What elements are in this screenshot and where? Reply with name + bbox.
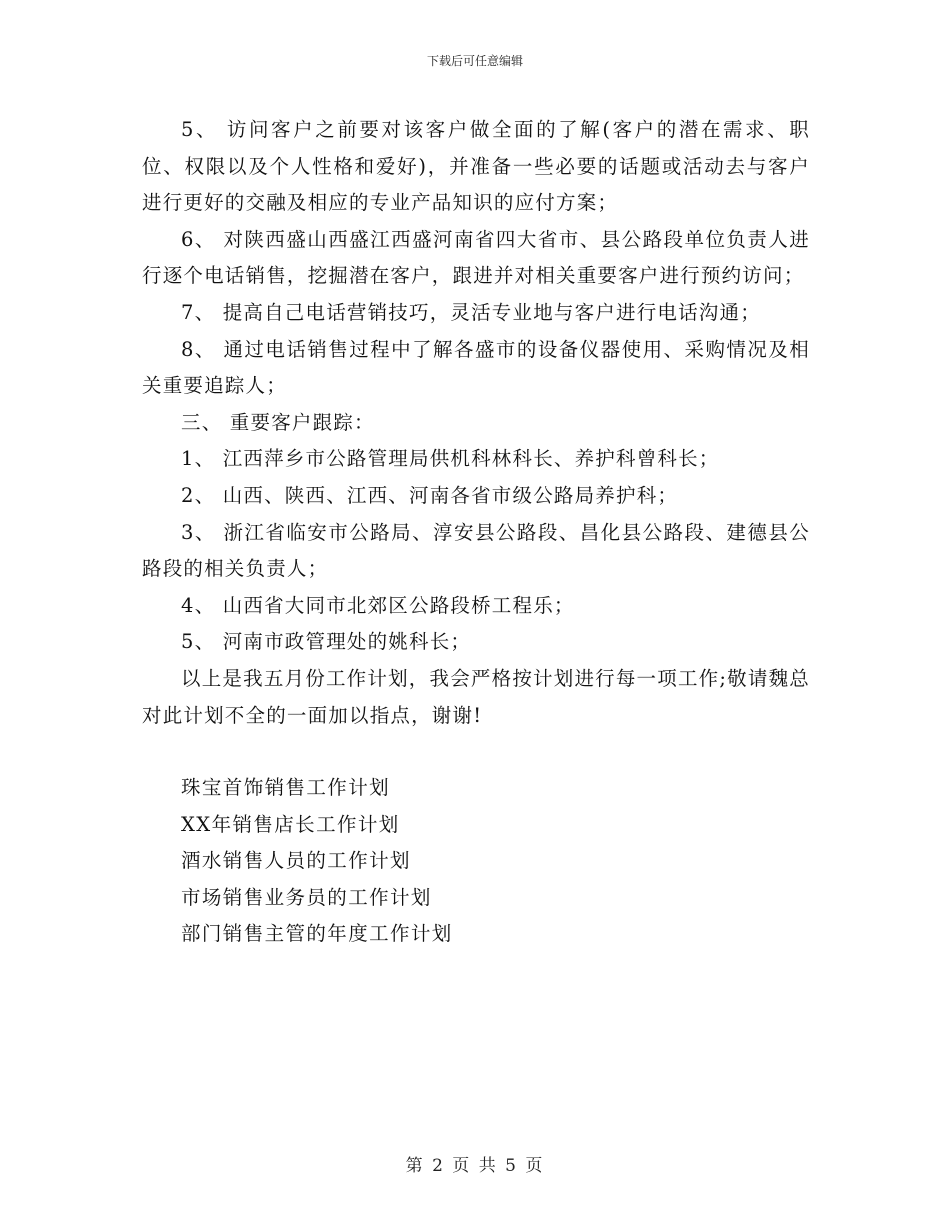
client-item-1: 1、 江西萍乡市公路管理局供机科林科长、养护科曾科长；: [181, 447, 720, 471]
client-item-2: 2、 山西、陕西、江西、河南各省市级公路局养护科；: [181, 483, 679, 507]
related-link-item[interactable]: 部门销售主管的年度工作计划: [181, 922, 453, 946]
related-link-item[interactable]: 市场销售业务员的工作计划: [181, 885, 432, 909]
page-number-footer: 第 2 页 共 5 页: [405, 1156, 545, 1176]
client-item-4: 4、 山西省大同市北郊区公路段桥工程乐；: [181, 593, 575, 617]
client-item-3: 3、 浙江省临安市公路局、淳安县公路段、昌化县公路段、建德县公路段的相关负责人；: [142, 520, 810, 581]
section-heading-key-clients: 三、 重要客户跟踪：: [181, 410, 375, 434]
client-item-5: 5、 河南市政管理处的姚科长；: [181, 630, 472, 654]
page-header: 下载后可任意编辑: [426, 54, 523, 68]
related-link-item[interactable]: 珠宝首饰销售工作计划: [181, 776, 391, 800]
related-links-list: [142, 770, 810, 953]
related-link-item[interactable]: 酒水销售人员的工作计划: [181, 849, 411, 873]
document-body: [142, 112, 810, 953]
paragraph-item-5: 5、 访问客户之前要对该客户做全面的了解(客户的潜在需求、职位、权限以及个人性格和爱好)，并准备一些必要的话题或活动去与客户进行更好的交融及相应的专业产品知识的应付方案；: [142, 118, 810, 215]
paragraph-item-8: 8、 通过电话销售过程中了解各盛市的设备仪器使用、采购情况及相关重要追踪人；: [142, 337, 810, 398]
related-link-item[interactable]: XX年销售店长工作计划: [181, 812, 400, 836]
section-spacer: [142, 734, 810, 770]
paragraph-item-6: 6、 对陕西盛山西盛江西盛河南省四大省市、县公路段单位负责人进行逐个电话销售，挖掘潜在客户，跟进并对相关重要客户进行预约访问；: [142, 227, 810, 288]
paragraph-item-7: 7、 提高自己电话营销技巧，灵活专业地与客户进行电话沟通；: [181, 300, 761, 324]
closing-paragraph: 以上是我五月份工作计划，我会严格按计划进行每一项工作;敬请魏总对此计划不全的一面加以指点，谢谢!: [142, 666, 810, 727]
